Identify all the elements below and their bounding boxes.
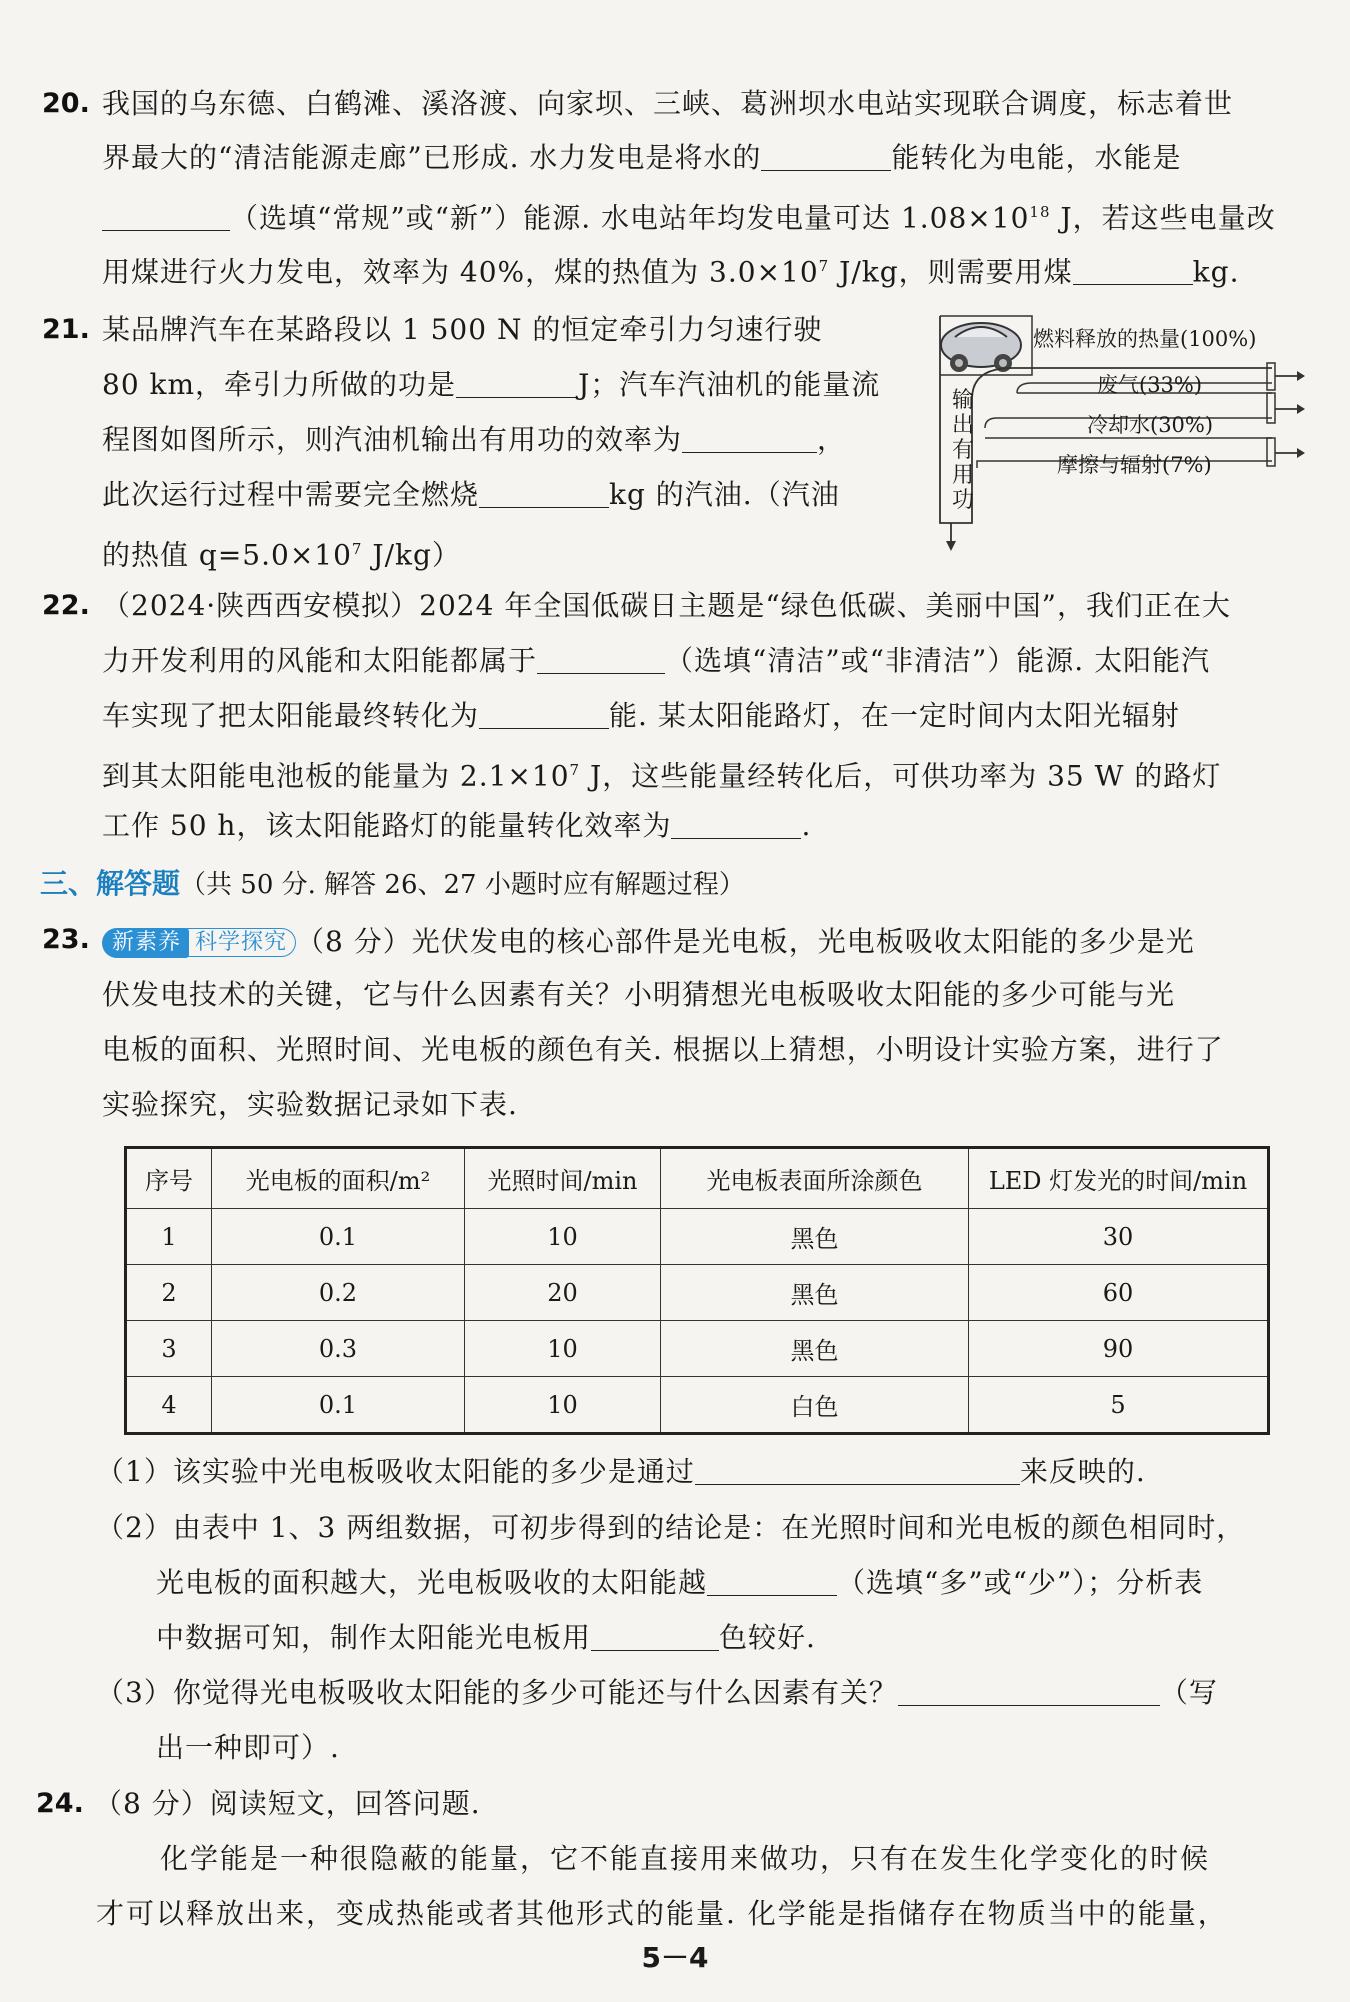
- q22-line-2: [102, 633, 1210, 688]
- q21-line-4: [102, 467, 840, 522]
- energy-flow-diagram: [937, 313, 1307, 553]
- q21-text: 程图如图所示，则汽油机输出有用功的效率为: [102, 423, 683, 456]
- table-cell: 10: [465, 1377, 661, 1434]
- table-cell: 黑色: [661, 1265, 969, 1321]
- q22-text: 能. 某太阳能路灯，在一定时间内太阳光辐射: [609, 699, 1180, 732]
- q24-line-1: （8 分）阅读短文，回答问题.: [94, 1787, 481, 1820]
- car-icon: [941, 323, 1021, 372]
- table-cell: 2: [126, 1265, 212, 1321]
- q22-text: J，这些能量经转化后，可供功率为 35 W 的路灯: [580, 759, 1222, 793]
- q22-text: 工作 50 h，该太阳能路灯的能量转化效率为: [102, 809, 672, 842]
- q20-line-2: [102, 130, 1181, 185]
- table-cell: 60: [969, 1265, 1269, 1321]
- q20-text: J，若这些电量改: [1050, 201, 1276, 235]
- table-row: [126, 1377, 1269, 1434]
- q20-text: 界最大的“清洁能源走廊”已形成. 水力发电是将水的: [102, 141, 762, 174]
- table-cell: 4: [126, 1377, 212, 1434]
- q23-text: （写: [1159, 1676, 1218, 1709]
- table-cell: 0.1: [212, 1209, 465, 1265]
- answer-blank[interactable]: [102, 200, 230, 231]
- table-cell: 10: [465, 1321, 661, 1377]
- q23-line-2: 伏发电技术的关键，它与什么因素有关？小明猜想光电板吸收太阳能的多少可能与光: [102, 978, 1176, 1011]
- answer-blank[interactable]: [591, 1620, 719, 1651]
- table-cell: 黑色: [661, 1209, 969, 1265]
- table-cell: 30: [969, 1209, 1269, 1265]
- q20-line-4: [102, 239, 1239, 299]
- q23-text: 中数据可知，制作太阳能光电板用: [156, 1621, 592, 1654]
- q23-part-1: [96, 1444, 1146, 1499]
- question-number: 21.: [42, 314, 90, 345]
- question-number: 22.: [42, 590, 90, 621]
- q23-text: （1）该实验中光电板吸收太阳能的多少是通过: [96, 1455, 695, 1488]
- answer-blank[interactable]: [537, 643, 665, 674]
- q21-text: 的热值 q=5.0×10: [102, 538, 352, 572]
- table-row: [126, 1209, 1269, 1265]
- q20-text: J/kg，则需要用煤: [829, 255, 1073, 289]
- q21-line-1: 某品牌汽车在某路段以 1 500 N 的恒定牵引力匀速行驶: [102, 313, 823, 346]
- q23-text: 来反映的.: [1019, 1455, 1146, 1488]
- table-row: [126, 1265, 1269, 1321]
- table-row: [126, 1321, 1269, 1377]
- q22-text: 力开发利用的风能和太阳能都属于: [102, 644, 538, 677]
- table-cell: 白色: [661, 1377, 969, 1434]
- table-cell: 1: [126, 1209, 212, 1265]
- q23-text: 色较好.: [719, 1621, 816, 1654]
- table-cell: 10: [465, 1209, 661, 1265]
- question-number: 20.: [42, 88, 90, 119]
- q20-line-1: 我国的乌东德、白鹤滩、溪洛渡、向家坝、三峡、葛洲坝水电站实现联合调度，标志着世: [102, 87, 1234, 120]
- q20-text: （选填“常规”或“新”）能源. 水电站年均发电量可达 1.08×10: [230, 201, 1030, 235]
- q22-line-1: （2024·陕西西安模拟）2024 年全国低碳日主题是“绿色低碳、美丽中国”，我们正在大: [102, 589, 1231, 622]
- new-literacy-badge: 新素养: [102, 928, 189, 958]
- q22-line-3: [102, 688, 1180, 743]
- question-24: [36, 1776, 1306, 1936]
- q20-text: 用煤进行火力发电，效率为 40%，煤的热值为 3.0×10: [102, 255, 819, 289]
- answer-blank[interactable]: [456, 367, 578, 398]
- q21-line-2: [102, 357, 880, 412]
- q23-text: （3）你觉得光电板吸收太阳能的多少可能还与什么因素有关？: [96, 1676, 898, 1709]
- exhaust-label: 废气(33%): [1097, 373, 1203, 397]
- fuel-heat-label: 燃料释放的热量(100%): [1033, 327, 1257, 351]
- question-number: 24.: [36, 1788, 84, 1819]
- answer-blank[interactable]: [671, 808, 801, 839]
- table-cell: 0.1: [212, 1377, 465, 1434]
- exponent: 7: [818, 257, 830, 275]
- question-22: [36, 578, 1306, 858]
- q20-text: kg.: [1192, 255, 1240, 289]
- cooling-water-label: 冷却水(30%): [1087, 413, 1214, 437]
- q23-part-3-line-2: 出一种即可）.: [156, 1731, 340, 1764]
- useful-work-label: 输出有用功: [951, 388, 974, 513]
- table-cell: 3: [126, 1321, 212, 1377]
- q21-text: ，: [817, 423, 847, 456]
- question-23: [36, 912, 1306, 1137]
- q22-text: 到其太阳能电池板的能量为 2.1×10: [102, 759, 570, 793]
- section-note: （共 50 分. 解答 26、27 小题时应有解题过程）: [180, 870, 745, 900]
- q20-text: 能转化为电能，水能是: [891, 141, 1182, 174]
- table-cell: 0.3: [212, 1321, 465, 1377]
- q22-line-4: [102, 743, 1221, 803]
- table-cell: 90: [969, 1321, 1269, 1377]
- q24-line-3: 才可以释放出来，变成热能或者其他形式的能量. 化学能是指储存在物质当中的能量，: [96, 1897, 1228, 1930]
- q23-part-3: [96, 1665, 1218, 1720]
- science-inquiry-badge: 科学探究: [187, 928, 296, 957]
- answer-blank[interactable]: [479, 698, 609, 729]
- q23-text: 光电板的面积越大，光电板吸收的太阳能越: [156, 1566, 708, 1599]
- section-heading: [40, 860, 745, 909]
- q23-text: （选填“多”或“少”）；分析表: [837, 1566, 1204, 1599]
- column-header: 序号: [126, 1148, 212, 1209]
- answer-blank[interactable]: [479, 477, 609, 508]
- q21-line-3: [102, 412, 846, 467]
- exponent: 7: [569, 761, 581, 779]
- answer-blank[interactable]: [898, 1675, 1160, 1706]
- q23-line-4: 实验探究，实验数据记录如下表.: [102, 1088, 518, 1121]
- q22-text: （选填“清洁”或“非清洁”）能源. 太阳能汽: [665, 644, 1211, 677]
- table-cell: 黑色: [661, 1321, 969, 1377]
- question-number: 23.: [42, 924, 90, 955]
- table-header-row: [126, 1148, 1269, 1209]
- table-cell: 20: [465, 1265, 661, 1321]
- q23-part-2: （2）由表中 1、3 两组数据，可初步得到的结论是：在光照时间和光电板的颜色相同时，: [96, 1511, 1246, 1544]
- column-header: LED 灯发光的时间/min: [969, 1148, 1269, 1209]
- section-title: 三、解答题: [40, 867, 181, 900]
- exponent: 18: [1029, 203, 1051, 221]
- friction-radiation-label: 摩擦与辐射(7%): [1057, 453, 1212, 477]
- column-header: 光电板的面积/m²: [212, 1148, 465, 1209]
- page-number: 5－4: [641, 1941, 709, 1974]
- answer-blank[interactable]: [707, 1565, 837, 1596]
- q22-line-5: [102, 798, 811, 853]
- q21-text: 80 km，牵引力所做的功是: [102, 368, 457, 401]
- table-cell: 5: [969, 1377, 1269, 1434]
- q23-part-2-line-3: [156, 1610, 816, 1665]
- q21-text: J；汽车汽油机的能量流: [578, 368, 881, 401]
- answer-blank[interactable]: [695, 1454, 1020, 1485]
- column-header: 光电板表面所涂颜色: [661, 1148, 969, 1209]
- answer-blank[interactable]: [1073, 254, 1193, 285]
- exponent: 7: [351, 540, 363, 558]
- q23-text: （8 分）光伏发电的核心部件是光电板，光电板吸收太阳能的多少是光: [296, 925, 1195, 958]
- q21-line-5: [102, 522, 461, 582]
- q20-line-3: [102, 185, 1276, 245]
- q21-text: J/kg）: [362, 538, 461, 572]
- q23-part-2-line-2: [156, 1555, 1203, 1610]
- q21-text: 此次运行过程中需要完全燃烧: [102, 478, 480, 511]
- q24-line-2: 化学能是一种很隐蔽的能量，它不能直接用来做功，只有在发生化学变化的时候: [160, 1842, 1211, 1875]
- experiment-data-table: [124, 1146, 1270, 1435]
- q22-text: 车实现了把太阳能最终转化为: [102, 699, 480, 732]
- question-20: [36, 76, 1306, 306]
- tag-badge: [102, 912, 296, 967]
- answer-blank[interactable]: [761, 140, 891, 171]
- q22-text: .: [801, 809, 812, 842]
- table-cell: 0.2: [212, 1265, 465, 1321]
- column-header: 光照时间/min: [465, 1148, 661, 1209]
- q23-line-3: 电板的面积、光照时间、光电板的颜色有关. 根据以上猜想，小明设计实验方案，进行了: [102, 1033, 1224, 1066]
- q23-line-1: [102, 912, 1195, 969]
- q21-text: kg 的汽油.（汽油: [609, 478, 840, 511]
- answer-blank[interactable]: [682, 422, 817, 453]
